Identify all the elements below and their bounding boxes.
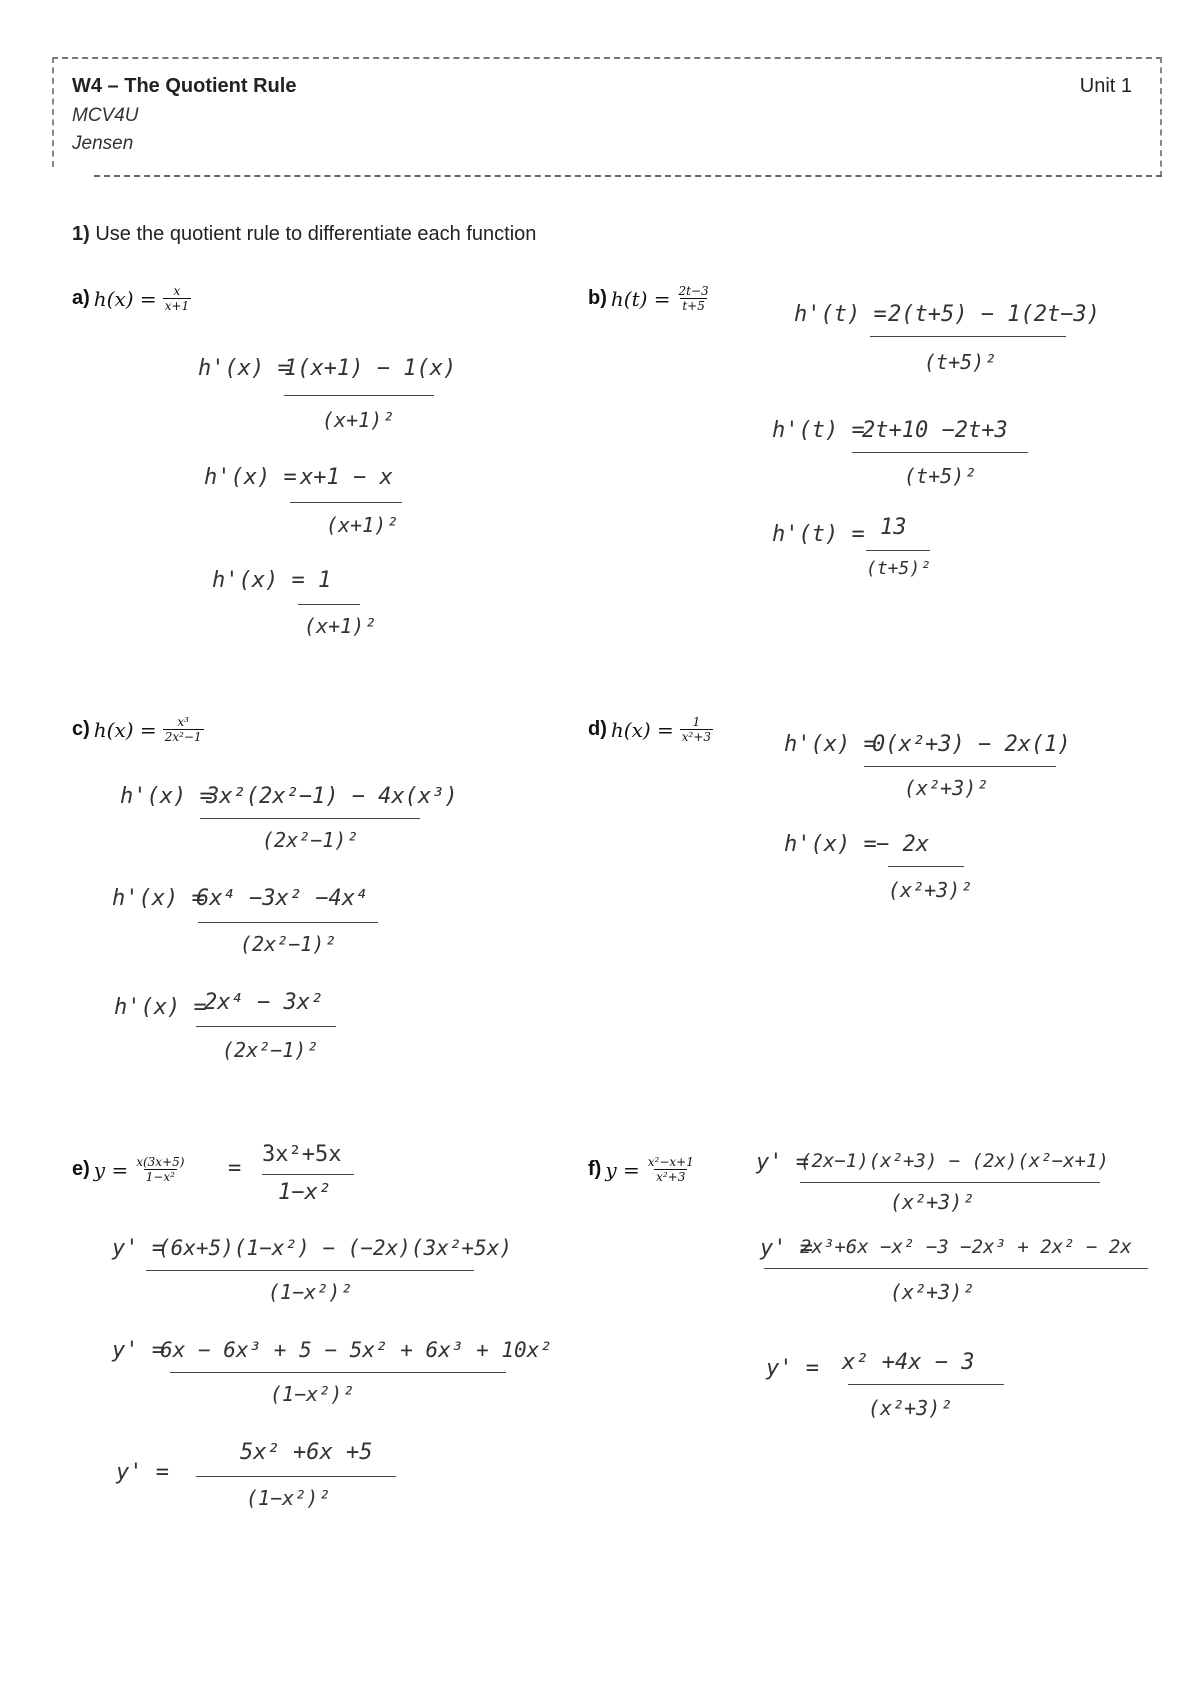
- work-c-step3-bar: [196, 1026, 336, 1027]
- work-e-step3-bar: [196, 1476, 396, 1477]
- work-f-step2-den: (x²+3)²: [890, 1280, 975, 1304]
- work-f-step3-num: x² +4x − 3: [842, 1350, 975, 1375]
- work-b-step2-den: (t+5)²: [904, 464, 977, 488]
- work-a-step2-lhs: h'(x) =: [204, 465, 297, 490]
- unit-label: Unit 1: [1079, 75, 1132, 97]
- work-e-rewrite-bar: [262, 1174, 354, 1175]
- problem-c-label: c): [72, 718, 90, 740]
- work-a-step3-bar: [298, 604, 360, 605]
- work-a-step3-num: 1: [318, 568, 332, 593]
- work-f-step1-den: (x²+3)²: [890, 1190, 975, 1214]
- work-f-step1-num: (2x−1)(x²+3) − (2x)(x²−x+1): [800, 1150, 1109, 1172]
- work-b-step1-bar: [870, 336, 1066, 337]
- problem-a-numerator: x: [173, 284, 181, 298]
- work-c-step2-den: (2x²−1)²: [240, 932, 337, 956]
- work-e-step1-den: (1−x²)²: [268, 1280, 353, 1304]
- work-f-step2-num: 2x³+6x −x² −3 −2x³ + 2x² − 2x: [800, 1236, 1132, 1258]
- work-b-step1-lhs: h'(t) =: [794, 302, 887, 327]
- work-b-step1-den: (t+5)²: [924, 350, 997, 374]
- problem-c: [72, 715, 204, 744]
- header-dashed-border-right: [1160, 57, 1162, 177]
- work-a-step2-bar: [290, 502, 402, 503]
- work-b-step2-num: 2t+10 −2t+3: [862, 418, 1008, 443]
- problem-d-numerator: 1: [692, 715, 701, 729]
- work-a-step1-den: (x+1)²: [322, 408, 395, 432]
- problem-e-denominator: 1−x²: [145, 1170, 175, 1184]
- work-b-step2-lhs: h'(t) =: [772, 418, 865, 443]
- work-c-step3-lhs: h'(x) =: [114, 995, 207, 1020]
- work-e-step2-bar: [170, 1372, 506, 1373]
- question-number: 1): [72, 223, 90, 245]
- problem-a-function: h(x) =: [93, 286, 157, 311]
- worksheet-header: [52, 57, 1162, 177]
- work-d-step1-lhs: h'(x) =: [784, 732, 877, 757]
- work-f-step3-bar: [848, 1384, 1004, 1385]
- work-f-step2-lhs: y' =: [760, 1236, 813, 1261]
- header-dashed-border-left: [52, 57, 54, 167]
- problem-d-function: h(x) =: [610, 717, 674, 742]
- work-b-step3-den: (t+5)²: [866, 558, 932, 579]
- work-a-step1-lhs: h'(x) =: [198, 356, 291, 381]
- course-code: MCV4U: [72, 105, 139, 126]
- problem-b-function: h(t) =: [610, 286, 671, 311]
- work-a-step1-num: 1(x+1) − 1(x): [284, 356, 457, 381]
- work-e-step1-num: (6x+5)(1−x²) − (−2x)(3x²+5x): [158, 1236, 513, 1260]
- work-f-step1-bar: [800, 1182, 1100, 1183]
- work-d-step2-lhs: h'(x) =: [784, 832, 877, 857]
- problem-b-numerator: 2t−3: [678, 284, 709, 298]
- problem-b: [588, 284, 711, 313]
- problem-a: [72, 284, 191, 313]
- work-e-step1-bar: [146, 1270, 474, 1271]
- work-c-step1-num: 3x²(2x²−1) − 4x(x³): [206, 784, 458, 809]
- problem-b-denominator: t+5: [682, 299, 705, 313]
- work-b-step3-bar: [866, 550, 930, 551]
- work-f-step1-lhs: y' =: [756, 1150, 809, 1175]
- work-e-step1-lhs: y' =: [112, 1236, 165, 1261]
- problem-a-fraction: [163, 284, 191, 313]
- work-f-step3-lhs: y' =: [766, 1356, 819, 1381]
- work-c-step1-bar: [200, 818, 420, 819]
- worksheet-title: W4 – The Quotient Rule: [72, 75, 297, 97]
- work-e-rewrite-den: 1−x²: [278, 1180, 331, 1205]
- work-d-step2-bar: [888, 866, 964, 867]
- problem-a-label: a): [72, 287, 90, 309]
- work-d-step1-num: 0(x²+3) − 2x(1): [872, 732, 1071, 757]
- problem-f-numerator: x²−x+1: [647, 1155, 694, 1169]
- work-a-step2-den: (x+1)²: [326, 513, 399, 537]
- work-b-step3-lhs: h'(t) =: [772, 522, 865, 547]
- work-e-step3-lhs: y' =: [116, 1460, 169, 1485]
- work-d-step1-bar: [864, 766, 1056, 767]
- work-c-step2-num: 6x⁴ −3x² −4x⁴: [196, 886, 369, 911]
- work-c-step2-lhs: h'(x) =: [112, 886, 205, 911]
- work-c-step3-num: 2x⁴ − 3x²: [204, 990, 324, 1015]
- work-e-rewrite-num: 3x²+5x: [262, 1142, 342, 1167]
- problem-c-numerator: x³: [177, 715, 189, 729]
- work-e-step3-den: (1−x²)²: [246, 1486, 331, 1510]
- work-d-step1-den: (x²+3)²: [904, 776, 989, 800]
- work-c-step1-den: (2x²−1)²: [262, 828, 359, 852]
- work-e-rewrite-eq: =: [228, 1156, 242, 1181]
- problem-c-fraction: [163, 715, 204, 744]
- problem-e-numerator: x(3x+5): [136, 1155, 185, 1169]
- problem-f-denominator: x²+3: [656, 1170, 686, 1184]
- problem-f-function: y =: [605, 1157, 640, 1182]
- work-c-step1-lhs: h'(x) =: [120, 784, 213, 809]
- problem-d-fraction: [680, 715, 713, 744]
- work-c-step3-den: (2x²−1)²: [222, 1038, 319, 1062]
- problem-a-denominator: x+1: [164, 299, 190, 313]
- work-e-step2-lhs: y' =: [112, 1338, 165, 1363]
- problem-e-function: y =: [93, 1157, 129, 1182]
- teacher-name: Jensen: [72, 133, 134, 154]
- work-f-step2-bar: [764, 1268, 1148, 1269]
- problem-f: [588, 1155, 696, 1184]
- work-b-step3-num: 13: [880, 515, 907, 540]
- work-b-step2-bar: [852, 452, 1028, 453]
- problem-d-label: d): [588, 718, 607, 740]
- work-b-step1-num: 2(t+5) − 1(2t−3): [888, 302, 1100, 327]
- problem-f-fraction: [646, 1155, 696, 1184]
- instruction-text: Use the quotient rule to differentiate each function: [95, 223, 537, 245]
- problem-e-fraction: [134, 1155, 186, 1184]
- work-f-step3-den: (x²+3)²: [868, 1396, 953, 1420]
- header-dashed-border-top: [52, 57, 1162, 59]
- work-e-step3-num: 5x² +6x +5: [240, 1440, 373, 1465]
- work-a-step1-bar: [284, 395, 434, 396]
- problem-c-function: h(x) =: [93, 717, 157, 742]
- work-c-step2-bar: [198, 922, 378, 923]
- problem-b-label: b): [588, 287, 607, 309]
- problem-e: [72, 1155, 186, 1184]
- problem-d-denominator: x²+3: [681, 730, 712, 744]
- work-a-step3-lhs: h'(x) =: [212, 568, 305, 593]
- work-e-step2-den: (1−x²)²: [270, 1382, 355, 1406]
- problem-c-denominator: 2x²−1: [164, 730, 202, 744]
- work-d-step2-num: − 2x: [876, 832, 929, 857]
- problem-f-label: f): [588, 1158, 602, 1180]
- work-d-step2-den: (x²+3)²: [888, 878, 973, 902]
- work-a-step2-num: x+1 − x: [300, 465, 393, 490]
- work-a-step3-den: (x+1)²: [304, 614, 377, 638]
- work-e-step2-num: 6x − 6x³ + 5 − 5x² + 6x³ + 10x²: [160, 1338, 552, 1362]
- header-dashed-border-bottom: [94, 175, 1162, 177]
- problem-d: [588, 715, 713, 744]
- problem-b-fraction: [677, 284, 711, 313]
- problem-e-label: e): [72, 1158, 90, 1180]
- question-instruction: [72, 223, 536, 246]
